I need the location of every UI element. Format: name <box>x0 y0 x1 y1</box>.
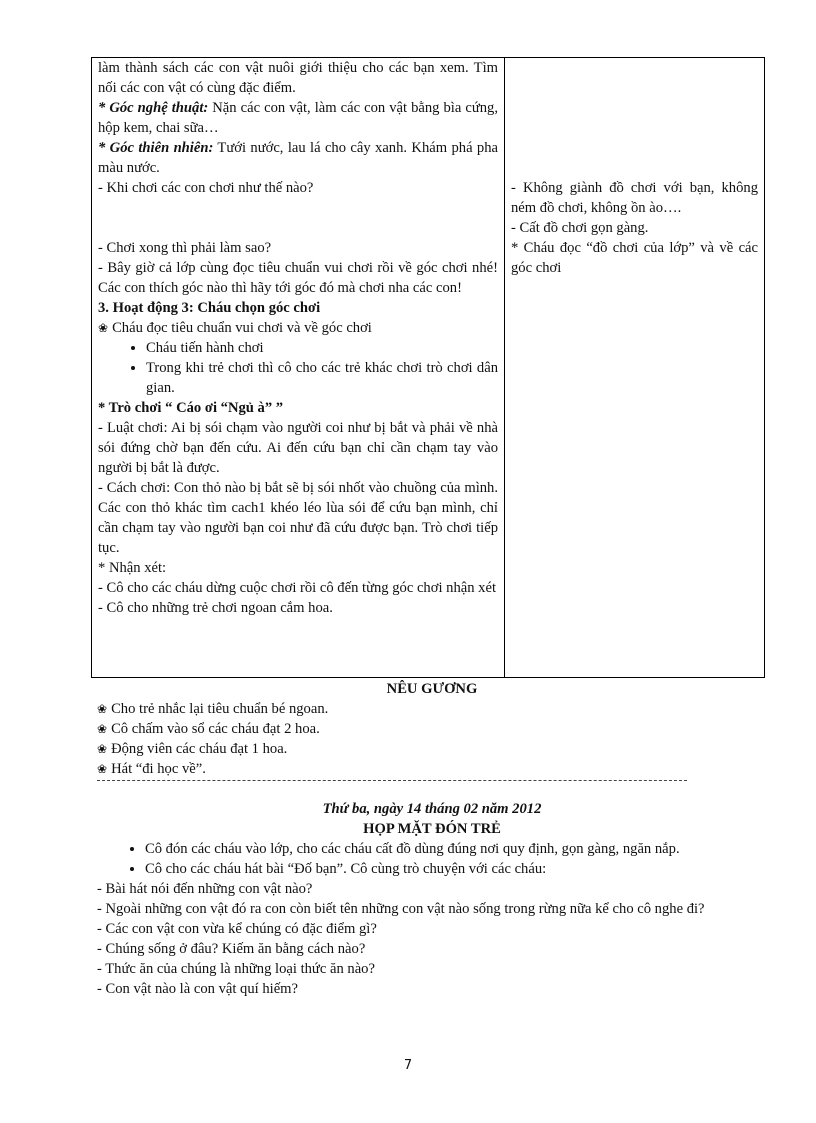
child-response: - Không giành đồ chơi với bạn, không ném đồ chơi, không ồn ào…. <box>511 180 758 216</box>
flower-icon <box>97 701 111 717</box>
question-line: - Chúng sống ở đâu? Kiếm ăn bằng cách nào? <box>97 941 366 957</box>
activity3-intro <box>98 318 498 338</box>
greeting-list <box>97 839 767 879</box>
review-title: * Nhận xét: <box>98 560 167 576</box>
item-text: Cô chấm vào sổ các cháu đạt 2 hoa. <box>111 721 320 737</box>
question-line: - Bài hát nói đến những con vật nào? <box>97 881 313 897</box>
nature-corner-label: * Góc thiên nhiên: <box>98 140 214 156</box>
item-text: Hát “đi học về”. <box>111 761 206 777</box>
nature-corner-paragraph <box>98 138 498 178</box>
day-section <box>97 799 767 999</box>
table-row <box>92 58 765 678</box>
child-response: * Cháu đọc “đồ chơi của lớp” và về các góc chơi <box>511 240 758 276</box>
activity3-title: 3. Hoạt động 3: Cháu chọn góc chơi <box>98 300 321 316</box>
list-item <box>97 699 767 719</box>
list-item <box>97 739 767 759</box>
art-corner-label: * Góc nghệ thuật: <box>98 100 209 116</box>
section-title: NÊU GƯƠNG <box>386 681 478 697</box>
review-line: - Cô cho những trẻ chơi ngoan cắm hoa. <box>98 600 333 616</box>
activity3-list <box>98 338 498 398</box>
dashed-separator <box>97 780 687 781</box>
activity3-intro-text: Cháu đọc tiêu chuẩn vui chơi và về góc chơi <box>112 320 372 336</box>
neu-guong-section <box>97 679 767 779</box>
question-line: - Thức ăn của chúng là những loại thức ăn nào? <box>97 961 375 977</box>
child-response: - Cất đồ chơi gọn gàng. <box>511 220 649 236</box>
review-line: - Cô cho các cháu dừng cuộc chơi rồi cô đến từng góc chơi nhận xét <box>98 580 496 596</box>
item-text: Cho trẻ nhắc lại tiêu chuẩn bé ngoan. <box>111 701 329 717</box>
game-how: - Cách chơi: Con thỏ nào bị bắt sẽ bị sói nhốt vào chuồng của mình. Các con thỏ khác tìm cach1 khéo léo lùa sói để cứu bạn mình, chỉ cần chạm tay vào người bạn coi như đã cứu được bạn. Trò chơi tiếp tục. <box>98 480 498 556</box>
list-item: • Cô cho các cháu hát bài “Đố bạn”. Cô cùng trò chuyện với các cháu: <box>145 859 767 879</box>
paragraph: làm thành sách các con vật nuôi giới thiệu cho các bạn xem. Tìm nối các con vật có cùng đặc điểm. <box>98 60 498 96</box>
lesson-table <box>91 57 765 678</box>
item-text: Động viên các cháu đạt 1 hoa. <box>111 741 288 757</box>
list-item <box>97 719 767 739</box>
list-item <box>97 759 767 779</box>
question-line: - Các con vật con vừa kể chúng có đặc điểm gì? <box>97 921 377 937</box>
art-corner-paragraph <box>98 98 498 138</box>
art-corner-text: Nặn các con vật, làm các con vật bằng bìa cứng, hộp kem, chai sữa… <box>98 100 498 136</box>
question-line: - Con vật nào là con vật quí hiếm? <box>97 981 299 997</box>
spacer <box>511 58 758 178</box>
spacer <box>98 198 498 238</box>
game-title: * Trò chơi “ Cáo ơi “Ngủ à” ” <box>98 400 284 416</box>
teacher-activity-cell <box>92 58 505 678</box>
question-after-play: - Chơi xong thì phải làm sao? <box>98 240 272 256</box>
question-line: - Ngoài những con vật đó ra con còn biết tên những con vật nào sống trong rừng nữa kể cho cô nghe đi? <box>97 901 705 917</box>
game-rule: - Luật chơi: Ai bị sói chạm vào người coi như bị bắt và phải về nhà sói đứng chờ bạn đến cứu. Ai đến cứu bạn chỉ cần chạm tay vào người bị bắt là được. <box>98 420 498 476</box>
page-number: 7 <box>403 1058 413 1073</box>
flower-icon <box>97 721 111 737</box>
flower-icon <box>98 320 112 336</box>
list-item: • Cô đón các cháu vào lớp, cho các cháu cất đồ dùng đúng nơi quy định, gọn gàng, ngăn nắp. <box>145 839 767 859</box>
child-activity-cell <box>505 58 765 678</box>
question-how-play: - Khi chơi các con chơi như thế nào? <box>98 180 314 196</box>
section-title: HỌP MẶT ĐÓN TRẺ <box>363 821 501 837</box>
paragraph: - Bây giờ cả lớp cùng đọc tiêu chuẩn vui chơi rồi về góc chơi nhé! Các con thích góc nào thì hãy tới góc đó mà chơi nha các con! <box>98 260 498 296</box>
flower-icon <box>97 741 111 757</box>
list-item: • Cháu tiến hành chơi <box>146 338 498 358</box>
day-heading: Thứ ba, ngày 14 tháng 02 năm 2012 <box>322 801 542 817</box>
list-item: • Trong khi trẻ chơi thì cô cho các trẻ khác chơi trò chơi dân gian. <box>146 358 498 398</box>
flower-icon <box>97 761 111 777</box>
nature-corner-text: Tưới nước, lau lá cho cây xanh. Khám phá pha màu nước. <box>98 140 498 176</box>
